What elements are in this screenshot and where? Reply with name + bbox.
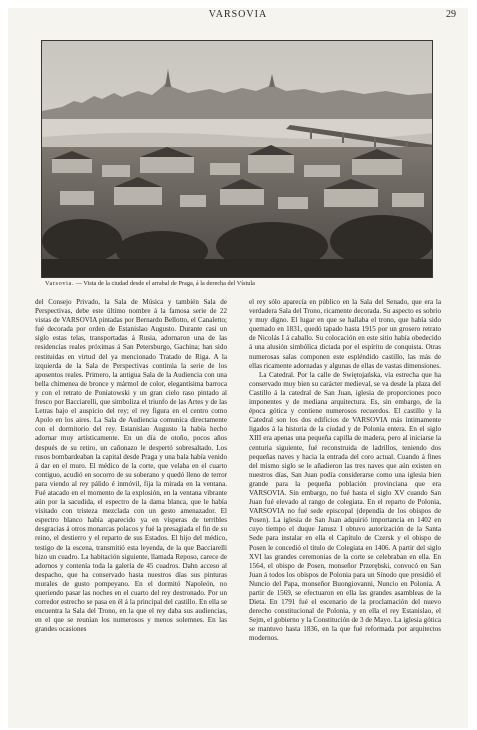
text-column-right (249, 298, 441, 726)
page-number: 29 (446, 9, 456, 20)
running-title: VARSOVIA (208, 9, 268, 20)
right-paragraph-1: el rey sólo aparecía en público en la Sala del Senado, que era la verdadera Sala del Trono, ricamente decorada. Su aspecto es sobrio y muy digno. El lugar en que se hallaba el trono, que había sido quemado en 1831, quedó tapado hasta 1915 por un grosero retrato de Nicolás I á caballo. Su colocación en este sitio había obedecido á una alusión simbólica dictada por el espíritu de conquista. Otras numerosas salas componen este espléndido castillo, las más de ellas ricamente adornadas y algunas de ellas de vastas dimensiones. (249, 298, 441, 370)
city-panorama-photo (41, 40, 433, 278)
running-head (8, 8, 468, 24)
book-page (8, 8, 468, 728)
right-paragraph-2: La Catedral. Por la calle de Swiętojańska, vía estrecha que ha conservado muy bien su carácter medieval, se va desde la plaza del Castillo á la catedral de San Juan, iglesia de proporciones poco imponentes y de mediana arquitectura. Es, sin embargo, de la época gótica y contiene numerosos recuerdos. El castillo y la Catedral son los dos edificios de VARSOVIA más íntimamente ligados á la historia de la ciudad y de Polonia entera. En el siglo XIII era apenas una pequeña capilla de madera, pero al iniciarse la centuria siguiente, fué reconstruida de ladrillos, teniendo dos pequeñas naves y hacia la entrada del coro actual. Cuando á fines del mismo siglo se le añadieron las tres naves que aún existen en nuestros días, San Juan podía considerarse como una iglesia bien grande para la pequeña población provinciana que era VARSOVIA. Sin embargo, no fué hasta el siglo XV cuando San Juan fué elevado al rango de colegiata. En el reparto de Polonia, VARSOVIA no fué sede episcopal (dependía de los obispos de Posen). La iglesia de San Juan adquirió importancia en 1402 en cuyo tiempo el duque Janusz I obtuvo autorización de la Santa Sede para instalar en ella el Capítulo de Czersk y el obispo de Posen le concedió el título de Colegiata en 1406. A partir del siglo XVI las grandes ceremonias de la corte se celebraban en ella. En 1564, el obispo de Posen, monseñor Przerębski, convocó en San Juan á todos los obispos de Polonia para un Sínodo que presidió el Nuncio del Papa, monseñor Buongiovanni, Nuncio en Polonia. A partir de 1569, se efectuaron en ella las grandes asambleas de la Dieta. En 1791 fué el escenario de la proclamación del nuevo derecho constitucional de Polonia, y en ella el rey Estanislao, el Sejm, el gobierno y la Constitución de 3 de Mayo. La iglesia gótica se mantuvo hasta 1836, en la que fué reformada por arquitectos modernos. (249, 370, 441, 643)
text-column-left (35, 298, 227, 726)
caption-lead: Varsovia. (45, 280, 75, 287)
figure-caption (45, 280, 437, 287)
caption-text: — Vista de la ciudad desde el arrabal de Praga, á la derecha del Vístula (74, 280, 255, 287)
left-paragraph-1: del Consejo Privado, la Sala de Música y también Sala de Perspectivas, debe este último nombre á la famosa serie de 22 vistas de VARSOVIA pintadas por Bernardo Bellotto, el Canaletto; fué decorada por orden de Estanislao Augusto. Durante casi un siglo estas telas, transportadas á Rusia, adornaron una de las residencias reales próximas á San Petersburgo, Gachina; han sido restituidas en virtud del ya mencionado Tratado de Riga. A la izquierda de la Sala de Perspectivas continúa la serie de los aposentos reales. Primero, la antigua Sala de la Audiencia con una bella chimenea de bronce y mármol de color, elegantísima barroca y con el retrato de Poniatowski y un gran cielo raso pintado al fresco por Bacciarelli, que simboliza el triunfo de las Artes y de las Letras bajo el auspicio del rey; el rey figura en el centro como Apolo en los aires. La Sala de Audiencia comunica directamente con el dormitorio del rey. Estanislao Augusto la había hecho adornar muy artísticamente. En un día de otoño, pocos años después de su retiro, un cañonazo le despertó sobresaltado. Los rusos bombardeaban la capital desde Praga y una bala había venido á dar en el muro. El médico de la corte, que velaba en el cuarto contiguo, acudió en socorro de su soberano y quedó lleno de terror para viendo al rey pálido é inmóvil, fija la mirada en la ventana. Fué atacado en el momento de la explosión, en la ventana vibrante aún por la sacudida, el espectro de la dama blanca, que le había visitado con tristeza mezclada con un gesto amenazador. El espectro blanco había aparecido ya en vísperas de terribles desgracias á otros monarcas polacos y fué la presagiada el fin de su reino, el destierro y el reparto de sus Estados. El hijo del médico, testigo de la escena, transmitió esta leyenda, de la que Bacciarelli hizo un cuadro. La habitación siguiente, llamada Reposo, carece de adornos y contenía toda la galería de 45 cuadros. Dahn acceso al despacho, que ha conservado hasta nuestros días sus pinturas murales de gusto pompeyano. En el dormitó Napoleón, no queriendo pasar las noches en el cuarto del rey destronado. Por un corredor estrecho se pasa en él á la principal del castillo. En ella se encuentra la Sala del Trono, en la que el rey daba sus audiencias, en el que se reunían los numerosos y menos solemnes. En las grandes ocasiones (35, 298, 227, 634)
photo-illustration (42, 41, 433, 278)
